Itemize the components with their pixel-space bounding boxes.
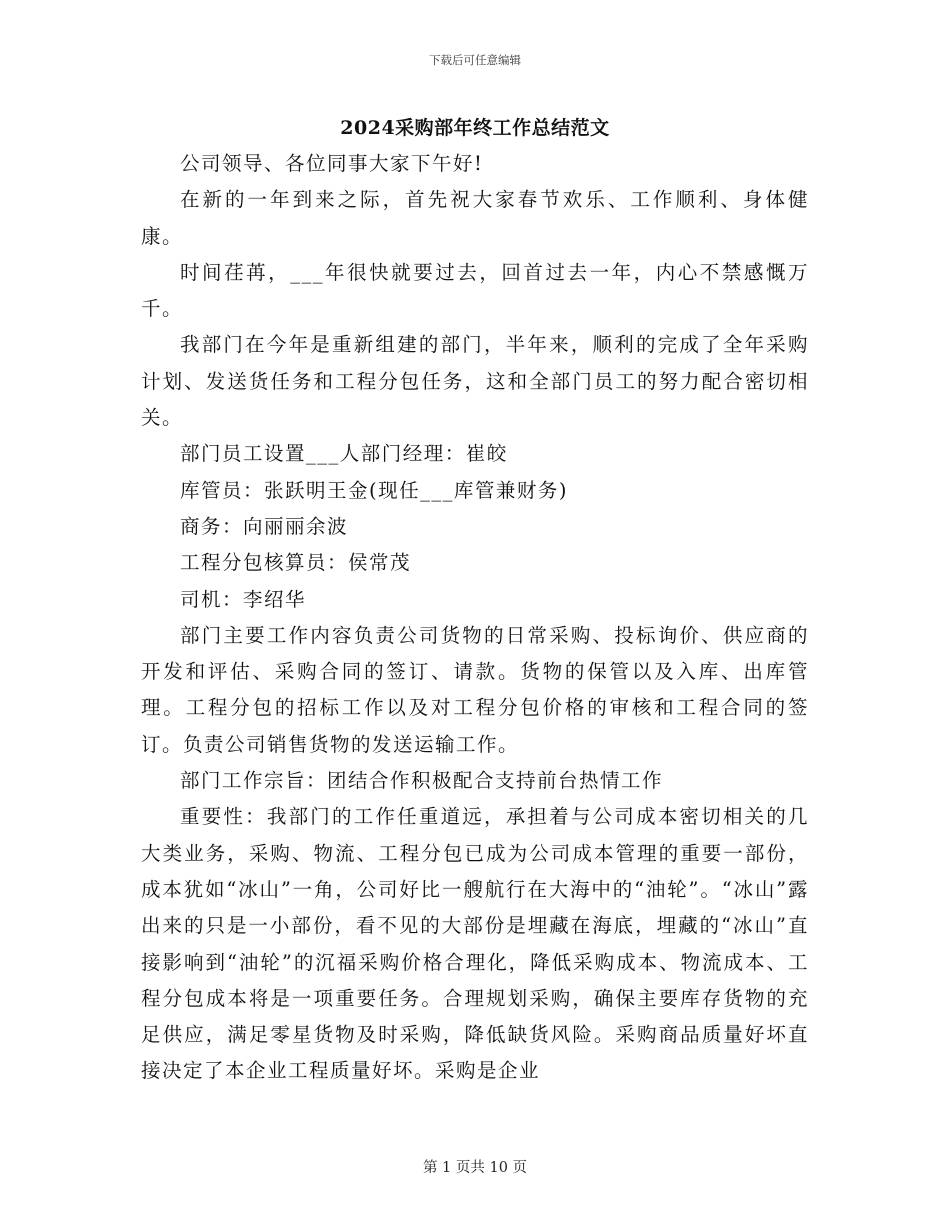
paragraph-greeting: 公司领导、各位同事大家下午好! — [180, 152, 484, 175]
paragraph-work-purpose: 部门工作宗旨：团结合作积极配合支持前台热情工作 — [180, 769, 664, 793]
paragraph-subcontract-accountant: 工程分包核算员：侯常茂 — [180, 551, 412, 575]
document-body — [141, 146, 809, 1090]
document-title: 2024采购部年终工作总结范文 — [340, 117, 610, 139]
paragraph-warehouse-staff: 库管员：张跃明王金(现任___库管兼财务) — [180, 478, 568, 502]
paragraph-department-intro: 我部门在今年是重新组建的部门，半年来，顺利的完成了全年采购计划、发送货任务和工程分包任务，这和全部门员工的努力配合密切相关。 — [141, 333, 809, 430]
paragraph-staff-setup: 部门员工设置___人部门经理：崔皎 — [180, 442, 508, 466]
paragraph-business-staff: 商务：向丽丽余波 — [180, 514, 349, 538]
paragraph-driver: 司机：李绍华 — [180, 587, 307, 611]
paragraph-main-duties: 部门主要工作内容负责公司货物的日常采购、投标询价、供应商的开发和评估、采购合同的签订、请款。货物的保管以及入库、出库管理。工程分包的招标工作以及对工程分包价格的审核和工程合同的签订。负责公司销售货物的发送运输工作。 — [141, 623, 809, 756]
paragraph-new-year-wishes: 在新的一年到来之际，首先祝大家春节欢乐、工作顺利、身体健康。 — [141, 188, 809, 248]
paragraph-time-passing: 时间荏苒，___年很快就要过去，回首过去一年，内心不禁感慨万千。 — [141, 260, 809, 321]
paragraph-importance: 重要性：我部门的工作任重道远，承担着与公司成本密切相关的几大类业务，采购、物流、工程分包已成为公司成本管理的重要一部份，成本犹如“冰山”一角，公司好比一艘航行在大海中的“油轮”。“冰山”露出来的只是一小部份，看不见的大部份是埋藏在海底，埋藏的“冰山”直接影响到“油轮”的沉福采购价格合理化，降低采购成本、物流成本、工程分包成本将是一项重要任务。合理规划采购，确保主要库存货物的充足供应，满足零星货物及时采购，降低缺货风险。采购商品质量好坏直接决定了本企业工程质量好坏。采购是企业 — [141, 805, 809, 1083]
header-note: 下载后可任意编辑 — [429, 53, 521, 67]
page-number-footer: 第 1 页共 10 页 — [422, 1160, 528, 1176]
